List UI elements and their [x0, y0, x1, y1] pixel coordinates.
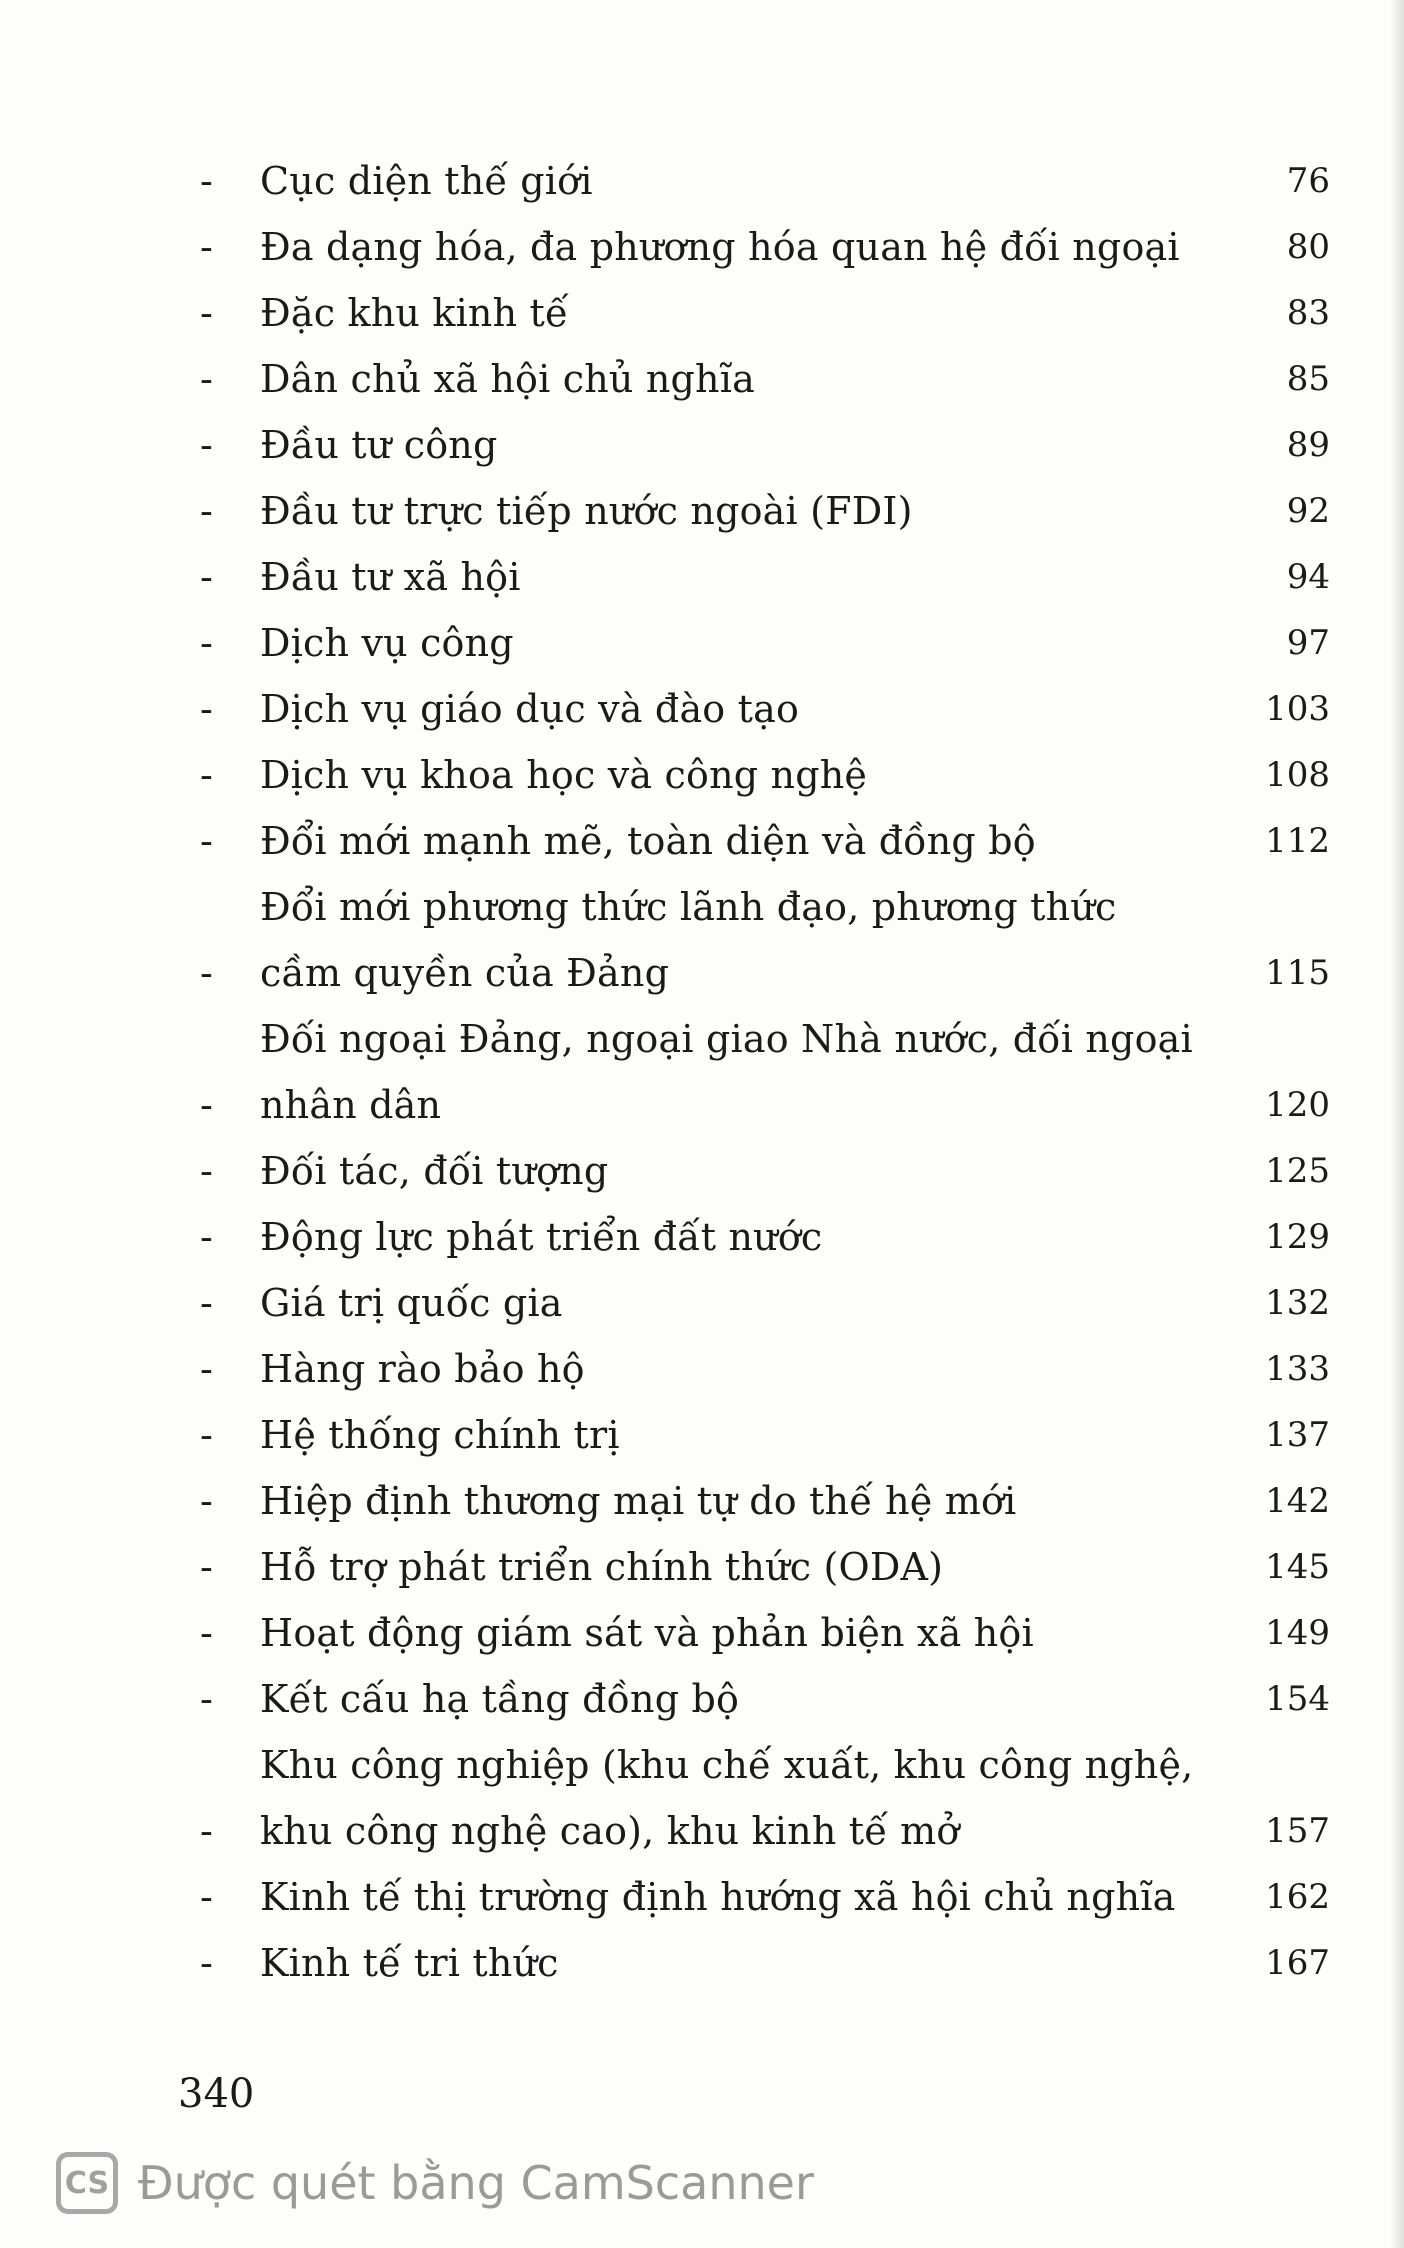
toc-entry-title [260, 874, 1260, 1006]
toc-entry [200, 1864, 1340, 1930]
toc-entry-page-number: 154 [1265, 1679, 1330, 1719]
toc-entry [200, 1336, 1340, 1402]
toc-entry-title [260, 808, 1260, 874]
toc-entry-title-line: Cục diện thế giới [260, 159, 593, 203]
toc-entry-page-number: 157 [1265, 1811, 1330, 1851]
toc-entry-title-line: Hiệp định thương mại tự do thế hệ mới [260, 1479, 1017, 1523]
toc-entry-title-line: Đa dạng hóa, đa phương hóa quan hệ đối ngoại [260, 225, 1180, 269]
toc-entry [200, 1270, 1340, 1336]
toc-entry-title [260, 1864, 1260, 1930]
toc-entry-title [260, 676, 1260, 742]
toc-entry-page-number: 162 [1265, 1877, 1330, 1917]
toc-entry-page-number: 76 [1286, 161, 1330, 201]
table-of-contents [200, 148, 1340, 1996]
toc-entry-title-line: Hệ thống chính trị [260, 1413, 620, 1457]
toc-entry-title-line: Giá trị quốc gia [260, 1281, 563, 1325]
toc-entry-dash: - [200, 291, 213, 335]
toc-entry [200, 1930, 1340, 1996]
toc-entry-dash: - [200, 1215, 213, 1259]
toc-entry-dash: - [200, 159, 213, 203]
toc-entry-title-line: Kết cấu hạ tầng đồng bộ [260, 1677, 740, 1721]
toc-entry-title [260, 412, 1260, 478]
toc-entry [200, 742, 1340, 808]
toc-entry-title [260, 148, 1260, 214]
toc-entry [200, 1732, 1340, 1864]
toc-entry [200, 610, 1340, 676]
toc-entry-dash: - [200, 1809, 213, 1853]
toc-entry-title [260, 280, 1260, 346]
toc-entry-page-number: 149 [1265, 1613, 1330, 1653]
toc-entry-title-line: Đặc khu kinh tế [260, 291, 569, 335]
toc-entry [200, 808, 1340, 874]
toc-entry [200, 478, 1340, 544]
toc-entry-title [260, 1006, 1260, 1138]
toc-entry-page-number: 142 [1265, 1481, 1330, 1521]
toc-entry-dash: - [200, 753, 213, 797]
camscanner-logo-icon: CS [56, 2152, 118, 2214]
toc-entry-dash: - [200, 621, 213, 665]
toc-entry-title [260, 1930, 1260, 1996]
footer-page-number: 340 [178, 2071, 255, 2117]
toc-entry-page-number: 120 [1265, 1085, 1330, 1125]
toc-entry-dash: - [200, 1149, 213, 1193]
toc-entry [200, 148, 1340, 214]
toc-entry-title [260, 346, 1260, 412]
toc-entry-title [260, 742, 1260, 808]
toc-entry-page-number: 94 [1286, 557, 1330, 597]
toc-entry-page-number: 132 [1265, 1283, 1330, 1323]
toc-entry-dash: - [200, 357, 213, 401]
toc-entry-page-number: 167 [1265, 1943, 1330, 1983]
toc-entry [200, 1006, 1340, 1138]
toc-entry-title-line: Đối tác, đối tượng [260, 1149, 609, 1193]
toc-entry-page-number: 97 [1286, 623, 1330, 663]
toc-entry-dash: - [200, 1875, 213, 1919]
toc-entry [200, 346, 1340, 412]
toc-entry-dash: - [200, 1413, 213, 1457]
toc-entry-page-number: 80 [1286, 227, 1330, 267]
toc-entry-page-number: 108 [1265, 755, 1330, 795]
toc-entry-page-number: 112 [1265, 821, 1330, 861]
toc-entry-title [260, 214, 1260, 280]
toc-entry-page-number: 137 [1265, 1415, 1330, 1455]
toc-entry-page-number: 145 [1265, 1547, 1330, 1587]
toc-entry-title-line: Kinh tế tri thức [260, 1941, 559, 1985]
toc-entry-title-line: Khu công nghiệp (khu chế xuất, khu công nghệ, [260, 1743, 1194, 1787]
toc-entry-title [260, 1138, 1260, 1204]
toc-entry [200, 1402, 1340, 1468]
toc-entry-title [260, 1468, 1260, 1534]
toc-entry-page-number: 85 [1286, 359, 1330, 399]
page-edge-shadow [1390, 0, 1404, 2248]
toc-entry-title [260, 1534, 1260, 1600]
toc-entry [200, 1204, 1340, 1270]
toc-entry [200, 1600, 1340, 1666]
toc-entry-dash: - [200, 951, 213, 995]
toc-entry-title [260, 1732, 1260, 1864]
toc-entry-page-number: 92 [1286, 491, 1330, 531]
toc-entry [200, 1138, 1340, 1204]
toc-entry-page-number: 133 [1265, 1349, 1330, 1389]
toc-entry-title-line: Động lực phát triển đất nước [260, 1215, 823, 1259]
toc-entry-page-number: 83 [1286, 293, 1330, 333]
toc-entry-title-line: Dịch vụ giáo dục và đào tạo [260, 687, 800, 731]
watermark-text: Được quét bằng CamScanner [138, 2156, 814, 2210]
toc-entry-title [260, 1666, 1260, 1732]
toc-entry-page-number: 125 [1265, 1151, 1330, 1191]
toc-entry-dash: - [200, 489, 213, 533]
toc-entry-title [260, 610, 1260, 676]
toc-entry-dash: - [200, 687, 213, 731]
toc-entry-title-line: khu công nghệ cao), khu kinh tế mở [260, 1809, 960, 1853]
toc-entry [200, 1666, 1340, 1732]
toc-entry-dash: - [200, 225, 213, 269]
toc-entry-title-line: Dịch vụ công [260, 621, 514, 665]
toc-entry-dash: - [200, 1941, 213, 1985]
toc-entry-title [260, 478, 1260, 544]
toc-entry-title-line: nhân dân [260, 1083, 442, 1127]
toc-entry-title-line: Hoạt động giám sát và phản biện xã hội [260, 1611, 1034, 1655]
toc-entry-title-line: Đổi mới phương thức lãnh đạo, phương thức [260, 885, 1117, 929]
toc-entry [200, 676, 1340, 742]
toc-entry-title [260, 544, 1260, 610]
toc-entry-title-line: Đổi mới mạnh mẽ, toàn diện và đồng bộ [260, 819, 1036, 863]
toc-entry-dash: - [200, 819, 213, 863]
toc-entry-title-line: Hỗ trợ phát triển chính thức (ODA) [260, 1545, 944, 1589]
toc-entry-title [260, 1336, 1260, 1402]
toc-entry-title-line: Đầu tư công [260, 423, 498, 467]
toc-entry-title [260, 1270, 1260, 1336]
toc-entry-title-line: cầm quyền của Đảng [260, 951, 670, 995]
toc-entry [200, 1468, 1340, 1534]
toc-entry-page-number: 103 [1265, 689, 1330, 729]
toc-entry-title-line: Đối ngoại Đảng, ngoại giao Nhà nước, đối ngoại [260, 1017, 1193, 1061]
toc-entry [200, 412, 1340, 478]
toc-entry-title-line: Dịch vụ khoa học và công nghệ [260, 753, 868, 797]
toc-entry-title-line: Dân chủ xã hội chủ nghĩa [260, 357, 755, 401]
toc-entry-dash: - [200, 555, 213, 599]
toc-entry-page-number: 115 [1265, 953, 1330, 993]
toc-entry-dash: - [200, 1611, 213, 1655]
toc-entry-title [260, 1402, 1260, 1468]
toc-entry-title-line: Đầu tư trực tiếp nước ngoài (FDI) [260, 489, 913, 533]
toc-entry [200, 874, 1340, 1006]
toc-entry [200, 1534, 1340, 1600]
toc-entry [200, 214, 1340, 280]
toc-entry-title-line: Hàng rào bảo hộ [260, 1347, 585, 1391]
toc-entry-dash: - [200, 1281, 213, 1325]
toc-entry-dash: - [200, 1677, 213, 1721]
toc-entry-title [260, 1600, 1260, 1666]
toc-entry [200, 544, 1340, 610]
toc-entry-title-line: Kinh tế thị trường định hướng xã hội chủ nghĩa [260, 1875, 1176, 1919]
toc-entry-dash: - [200, 1545, 213, 1589]
toc-entry-dash: - [200, 423, 213, 467]
camscanner-watermark [56, 2152, 814, 2214]
toc-entry-page-number: 129 [1265, 1217, 1330, 1257]
toc-entry-title-line: Đầu tư xã hội [260, 555, 521, 599]
toc-entry-dash: - [200, 1347, 213, 1391]
toc-entry-page-number: 89 [1286, 425, 1330, 465]
toc-entry-dash: - [200, 1479, 213, 1523]
toc-entry-title [260, 1204, 1260, 1270]
toc-entry [200, 280, 1340, 346]
toc-entry-dash: - [200, 1083, 213, 1127]
